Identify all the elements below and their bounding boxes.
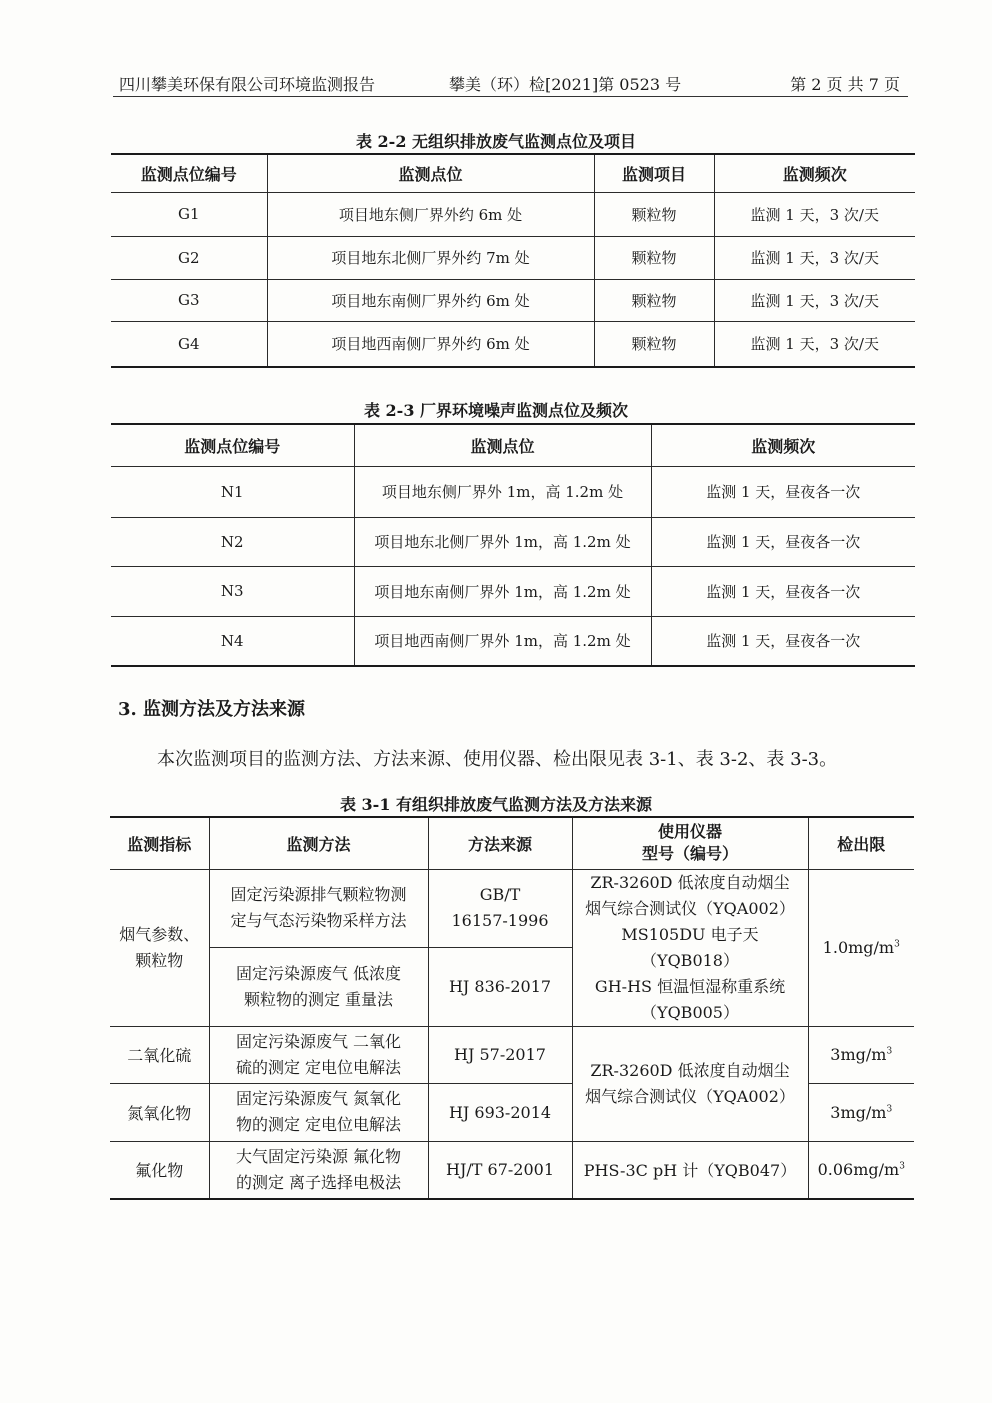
method-cell xyxy=(209,1083,428,1141)
limit-cell xyxy=(808,1026,914,1083)
limit-value: 0.06mg/m xyxy=(817,1160,900,1180)
source-cell: HJ 57-2017 xyxy=(428,1026,572,1083)
table-cell: 项目地东侧厂界外约 6m 处 xyxy=(267,192,594,236)
table-cell: 颗粒物 xyxy=(594,192,714,236)
table-row xyxy=(110,869,914,948)
indicator-cell xyxy=(110,869,209,1026)
table-2-2 xyxy=(111,153,915,368)
method-cell xyxy=(209,948,428,1027)
table-row xyxy=(111,236,915,279)
table-cell: 颗粒物 xyxy=(594,236,714,279)
table-cell: 监测 1 天，昼夜各一次 xyxy=(651,466,915,517)
instrument-line: （YQB005） xyxy=(641,1002,739,1022)
table-row xyxy=(111,616,915,666)
table-row xyxy=(111,279,915,321)
table-cell: 监测 1 天，3 次/天 xyxy=(714,192,915,236)
method-line: 物的测定 定电位电解法 xyxy=(235,1115,402,1134)
column-header: 监测指标 xyxy=(110,817,209,869)
limit-superscript: 3 xyxy=(894,939,900,950)
table-cell: 监测 1 天，3 次/天 xyxy=(714,279,915,321)
table-cell: 颗粒物 xyxy=(594,279,714,321)
limit-cell xyxy=(808,1141,914,1199)
method-cell xyxy=(209,1141,428,1199)
indicator-line: 烟气参数、 xyxy=(119,924,200,944)
table-row xyxy=(111,192,915,236)
method-line: 固定污染源排气颗粒物测 xyxy=(230,885,407,905)
header-report-number: 攀美（环）检[2021]第 0523 号 xyxy=(449,75,682,94)
section-3-paragraph: 本次监测项目的监测方法、方法来源、使用仪器、检出限见表 3-1、表 3-2、表 3-3。 xyxy=(157,749,838,770)
indicator-cell: 氟化物 xyxy=(110,1141,209,1199)
table-cell: G4 xyxy=(111,321,267,367)
column-header: 监测点位编号 xyxy=(111,154,267,192)
instrument-cell xyxy=(572,1026,808,1141)
table-cell: 监测 1 天，3 次/天 xyxy=(714,321,915,367)
instrument-line: ZR-3260D 低浓度自动烟尘 xyxy=(590,1060,790,1080)
table-cell: G2 xyxy=(111,236,267,279)
method-line: 硫的测定 定电位电解法 xyxy=(235,1057,402,1077)
instrument-line: ZR-3260D 低浓度自动烟尘 xyxy=(590,872,790,892)
table-row xyxy=(110,1026,914,1083)
method-line: 固定污染源废气 二氧化 xyxy=(235,1031,402,1051)
source-cell: HJ/T 67-2001 xyxy=(428,1141,572,1199)
header-page-info: 第 2 页 共 7 页 xyxy=(790,75,900,94)
method-line: 的测定 离子选择电极法 xyxy=(235,1172,402,1192)
table-cell: 项目地西南侧厂界外约 6m 处 xyxy=(267,321,594,367)
table-cell: 项目地东北侧厂界外约 7m 处 xyxy=(267,236,594,279)
instrument-line: 烟气综合测试仪（YQA002） xyxy=(585,898,795,918)
table-cell: 监测 1 天，昼夜各一次 xyxy=(651,566,915,616)
column-header: 监测频次 xyxy=(651,424,915,466)
table-cell: N4 xyxy=(111,616,354,666)
indicator-line: 颗粒物 xyxy=(135,950,184,970)
table-cell: 项目地东南侧厂界外 1m，高 1.2m 处 xyxy=(354,566,651,616)
table-row xyxy=(111,517,915,566)
instrument-cell: PHS-3C pH 计（YQB047） xyxy=(572,1141,808,1199)
table-row xyxy=(110,1141,914,1199)
instrument-cell xyxy=(572,869,808,1026)
table-cell: 监测 1 天，昼夜各一次 xyxy=(651,616,915,666)
indicator-cell: 二氧化硫 xyxy=(110,1026,209,1083)
source-cell: HJ 693-2014 xyxy=(428,1083,572,1141)
page-header xyxy=(113,68,908,97)
table-cell: N2 xyxy=(111,517,354,566)
limit-cell xyxy=(808,869,914,1026)
source-line: GB/T xyxy=(479,885,521,905)
table-cell: 监测 1 天，昼夜各一次 xyxy=(651,517,915,566)
table-header-row xyxy=(111,424,915,466)
source-cell xyxy=(428,869,572,948)
limit-superscript: 3 xyxy=(886,1046,893,1057)
table-cell: 项目地西南侧厂界外 1m，高 1.2m 处 xyxy=(354,616,651,666)
limit-cell xyxy=(808,1083,914,1141)
instrument-line: MS105DU 电子天（YQB018） xyxy=(621,924,759,970)
table-cell: N3 xyxy=(111,566,354,616)
header-org-title: 四川攀美环保有限公司环境监测报告 xyxy=(119,75,376,94)
table-cell: 监测 1 天，3 次/天 xyxy=(714,236,915,279)
table-cell: 项目地东南侧厂界外约 6m 处 xyxy=(267,279,594,321)
method-line: 颗粒物的测定 重量法 xyxy=(243,989,394,1009)
column-header: 监测点位编号 xyxy=(111,424,354,466)
column-header: 监测频次 xyxy=(714,154,915,192)
limit-value: 3mg/m xyxy=(830,1045,887,1064)
table-row xyxy=(111,566,915,616)
method-line: 固定污染源废气 低浓度 xyxy=(235,963,402,983)
column-header: 检出限 xyxy=(808,817,914,869)
indicator-cell: 氮氧化物 xyxy=(110,1083,209,1141)
column-header xyxy=(572,817,808,869)
limit-value: 1.0mg/m xyxy=(822,938,895,957)
table-2-3 xyxy=(111,423,915,667)
method-cell xyxy=(209,869,428,948)
table-2-2-caption: 表 2-2 无组织排放废气监测点位及项目 xyxy=(355,132,637,151)
table-cell: N1 xyxy=(111,466,354,517)
table-header-row xyxy=(111,154,915,192)
source-line: 16157-1996 xyxy=(451,911,549,931)
table-cell: 颗粒物 xyxy=(594,321,714,367)
method-line: 定与气态污染物采样方法 xyxy=(230,911,407,931)
instrument-line: 烟气综合测试仪（YQA002） xyxy=(585,1086,795,1106)
column-header: 监测方法 xyxy=(209,817,428,869)
column-header: 监测项目 xyxy=(594,154,714,192)
instrument-header-line: 使用仪器 xyxy=(657,822,722,842)
table-3-1-caption: 表 3-1 有组织排放废气监测方法及方法来源 xyxy=(339,795,653,814)
table-cell: G3 xyxy=(111,279,267,321)
limit-superscript: 3 xyxy=(886,1104,893,1115)
instrument-header-line: 型号（编号） xyxy=(641,844,738,864)
column-header: 监测点位 xyxy=(354,424,651,466)
table-3-1 xyxy=(110,816,914,1200)
limit-superscript: 3 xyxy=(899,1161,905,1172)
method-line: 固定污染源废气 氮氧化 xyxy=(235,1089,402,1108)
table-cell: G1 xyxy=(111,192,267,236)
method-cell xyxy=(209,1026,428,1083)
table-cell: 项目地东北侧厂界外 1m，高 1.2m 处 xyxy=(354,517,651,566)
limit-value: 3mg/m xyxy=(830,1102,887,1122)
column-header: 监测点位 xyxy=(267,154,594,192)
method-line: 大气固定污染源 氟化物 xyxy=(235,1146,402,1166)
column-header: 方法来源 xyxy=(428,817,572,869)
table-row xyxy=(111,321,915,367)
source-cell: HJ 836-2017 xyxy=(428,948,572,1027)
table-header-row xyxy=(110,817,914,869)
table-2-3-caption: 表 2-3 厂界环境噪声监测点位及频次 xyxy=(363,401,629,420)
table-cell: 项目地东侧厂界外 1m，高 1.2m 处 xyxy=(354,466,651,517)
instrument-line: GH-HS 恒温恒湿称重系统 xyxy=(594,976,786,996)
table-row xyxy=(111,466,915,517)
section-3-title: 3. 监测方法及方法来源 xyxy=(118,699,306,720)
